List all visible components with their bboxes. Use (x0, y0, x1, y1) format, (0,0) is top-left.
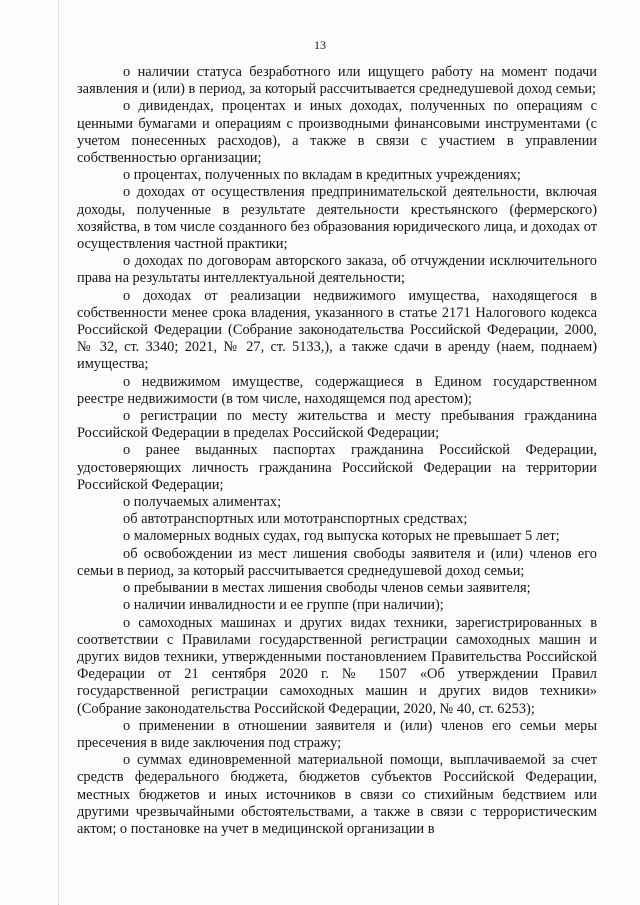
paragraph-material-assistance: о суммах единовременной материальной помощи, выплачиваемой за счет средств федерального бюджета, бюджетов субъектов Российской Федерации, местных бюджетов и иных источников в связи со стихийным бедствием или другими чрезвычайными обстоятельствами, а также в связи с террористическим актом; о постановке на учет в медицинской организации в (77, 752, 597, 837)
paragraph-business-income: о доходах от осуществления предпринимательской деятельности, включая доходы, полученные в результате деятельности крестьянского (фермерского) хозяйства, в том числе созданного без образования юридического лица, и доходах от осуществления частной практики; (77, 184, 597, 253)
document-body (77, 64, 597, 838)
paragraph-alimony: о получаемых алиментах; (123, 494, 282, 511)
page-number: 13 (314, 38, 326, 52)
paragraph-small-boats: о маломерных водных судах, год выпуска которых не превышает 5 лет; (123, 528, 560, 545)
scan-edge (58, 0, 59, 905)
paragraph-disability: о наличии инвалидности и ее группе (при наличии); (123, 597, 444, 614)
paragraph-author-contracts: о доходах по договорам авторского заказа, об отчуждении исключительного права на результаты интеллектуальной деятельности; (77, 253, 597, 287)
paragraph-imprisonment: о пребывании в местах лишения свободы членов семьи заявителя; (123, 580, 531, 597)
paragraph-self-propelled-machines: о самоходных машинах и других видах техники, зарегистрированных в соответствии с Правилами государственной регистрации самоходных машин и других видов техники, утвержденными постановлением Правительства Российской Федерации от 21 сентября 2020 г. № 1507 «Об утверждении Правил государственной регистрации самоходных машин и других видов техники» (Собрание законодательства Российской Федерации, 2020, № 40, ст. 6253); (77, 614, 597, 717)
paragraph-custody: о применении в отношении заявителя и (или) членов его семьи меры пресечения в виде заключения под стражу; (77, 717, 597, 751)
paragraph-vehicles: об автотранспортных или мототранспортных средствах; (123, 511, 468, 528)
paragraph-unemployment-status: о наличии статуса безработного или ищущего работу на момент подачи заявления и (или) в период, за который рассчитывается среднедушевой доход семьи; (77, 64, 597, 98)
paragraph-property-sale: о доходах от реализации недвижимого имущества, находящегося в собственности менее срока владения, указанного в статье 2171 Налогового кодекса Российской Федерации (Собрание законодательства Российской Федерации, 2000, № 32, ст. 3340; 2021, № 27, ст. 5133,), а также сдачи в аренду (наем, поднаем) имущества; (77, 287, 597, 373)
paragraph-residence-registration: о регистрации по месту жительства и месту пребывания гражданина Российской Федерации в пределах Российской Федерации; (77, 408, 597, 442)
paragraph-real-estate-registry: о недвижимом имуществе, содержащиеся в Едином государственном реестре недвижимости (в том числе, находящемся под арестом); (77, 373, 597, 407)
paragraph-deposit-interest: о процентах, полученных по вкладам в кредитных учреждениях; (123, 167, 521, 184)
paragraph-release-from-prison: об освобождении из мест лишения свободы заявителя и (или) членов его семьи в период, за который рассчитывается среднедушевой доход семьи; (77, 545, 597, 579)
paragraph-previous-passports: о ранее выданных паспортах гражданина Российской Федерации, удостоверяющих личность гражданина Российской Федерации на территории Российской Федерации; (77, 442, 597, 493)
paragraph-dividends: о дивидендах, процентах и иных доходах, полученных по операциям с ценными бумагами и операциям с производными финансовыми инструментами (с учетом понесенных расходов), а также в связи с участием в управлении собственностью организации; (77, 98, 597, 167)
